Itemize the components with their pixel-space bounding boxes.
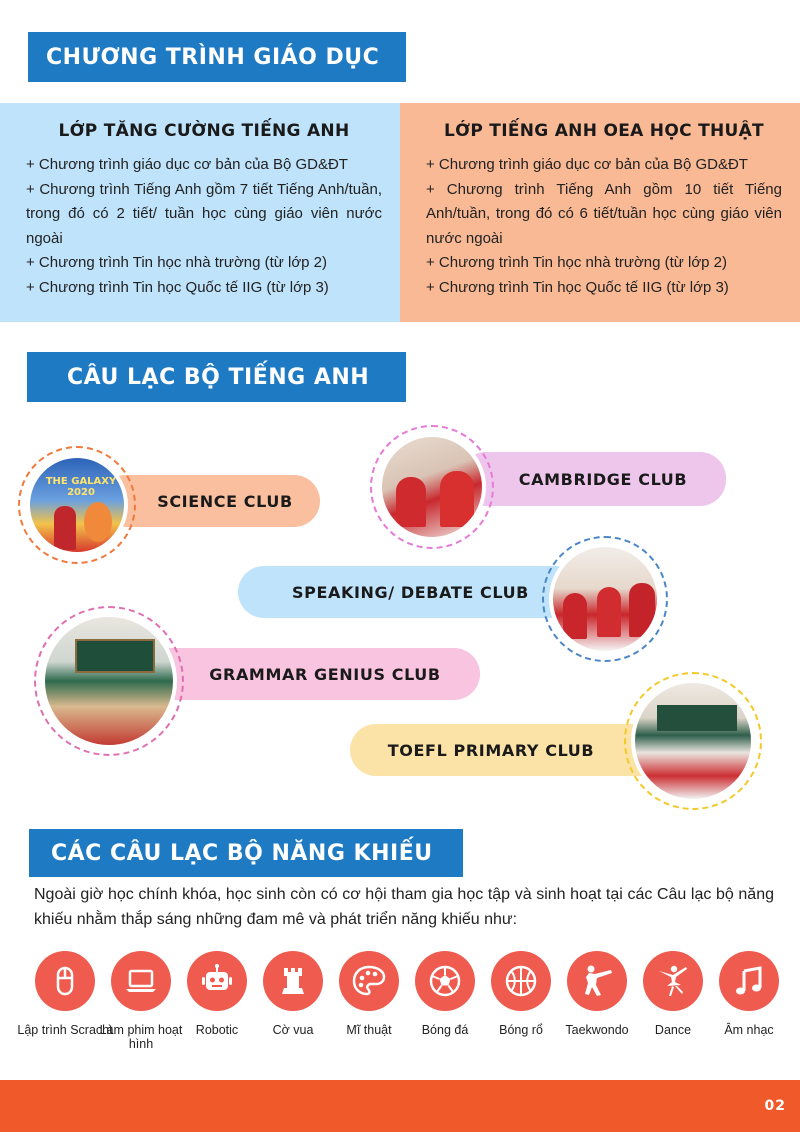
martial-arts-icon (577, 961, 617, 1001)
talent-label: Taekwondo (565, 1023, 629, 1037)
education-program-banner (28, 32, 406, 82)
talent-icon-circle (35, 951, 95, 1011)
talent-label: Làm phim hoạt hình (99, 1023, 183, 1051)
program-column-enhanced-english (0, 103, 400, 322)
footer-bar (0, 1080, 800, 1132)
talent-label: Mĩ thuật (346, 1023, 392, 1037)
talent-item (99, 951, 183, 1051)
photo-figure (84, 502, 112, 542)
talent-icon-circle (415, 951, 475, 1011)
talent-icon-circle (187, 951, 247, 1011)
club-photo-grammar-genius (41, 613, 177, 749)
club-photo-toefl-primary (631, 679, 755, 803)
photo-figure (629, 583, 655, 637)
talent-label: Cờ vua (272, 1023, 314, 1037)
talent-label: Bóng đá (421, 1023, 469, 1037)
soccer-ball-icon (426, 962, 464, 1000)
club-photo-speaking-debate (549, 543, 661, 655)
program-line: + Chương trình Tin học Quốc tế IIG (từ lớp 3) (26, 278, 329, 296)
ballet-dancer-icon (653, 961, 693, 1001)
club-photo-science (26, 454, 128, 556)
talent-icon-circle (719, 951, 779, 1011)
talent-icon-circle (567, 951, 627, 1011)
talent-icon-circle (339, 951, 399, 1011)
talent-item (17, 951, 113, 1037)
program-line: + Chương trình Tin học nhà trường (từ lớp 2) (426, 254, 728, 271)
talent-clubs-banner (29, 829, 463, 877)
program-line: + Chương trình Tiếng Anh gồm 7 tiết Tiếng Anh/tuần, trong đó có 2 tiết/ tuần học cùng giáo viên nước ngoài (26, 180, 382, 247)
laptop-icon (122, 963, 160, 999)
photo-figure (396, 477, 426, 527)
club-name: TOEFL PRIMARY CLUB (387, 740, 595, 760)
photo-board (657, 705, 737, 731)
club-photo-caption: THE GALAXY 2020 (45, 476, 117, 498)
talent-icon-circle (111, 951, 171, 1011)
program-line: + Chương trình Tiếng Anh gồm 10 tiết Tiếng Anh/tuần, trong đó có 6 tiết/tuần học cùng giáo viên nước ngoài (426, 180, 782, 247)
talent-label: Dance (654, 1023, 692, 1037)
program-column-oea-academic (400, 103, 800, 322)
photo-figure (54, 506, 76, 550)
page-number: 02 (764, 1098, 786, 1114)
talent-label: Bóng rổ (499, 1023, 543, 1037)
club-name: CAMBRIDGE CLUB (518, 469, 688, 489)
club-name: SCIENCE CLUB (157, 491, 293, 511)
talent-label: Âm nhạc (724, 1023, 774, 1037)
talent-label: Lập trình Scracht (17, 1023, 113, 1037)
talent-intro-text: Ngoài giờ học chính khóa, học sinh còn có cơ hội tham gia học tập và sinh hoạt tại các Câu lạc bộ năng khiếu nhằm thắp sáng những đam mê và phát triển năng khiếu như: (34, 886, 774, 928)
talent-item (719, 951, 779, 1037)
robot-icon (198, 962, 236, 1000)
education-program-title: CHƯƠNG TRÌNH GIÁO DỤC (46, 44, 380, 70)
club-pill-cambridge (460, 452, 726, 506)
talent-clubs-title: CÁC CÂU LẠC BỘ NĂNG KHIẾU (51, 840, 433, 866)
basketball-icon (502, 962, 540, 1000)
talent-item (643, 951, 703, 1037)
program-title: LỚP TIẾNG ANH OEA HỌC THUẬT (444, 121, 764, 141)
talent-item (491, 951, 551, 1037)
talent-icon-circle (643, 951, 703, 1011)
photo-figure (563, 593, 587, 639)
talent-item (565, 951, 629, 1037)
talent-item (187, 951, 247, 1037)
club-name: GRAMMAR GENIUS CLUB (209, 664, 441, 684)
photo-figure (597, 587, 621, 637)
talent-label: Robotic (195, 1023, 239, 1037)
program-line: + Chương trình giáo dục cơ bản của Bộ GD&ĐT (426, 156, 748, 173)
talent-item (415, 951, 475, 1037)
chess-rook-icon (275, 962, 311, 1000)
program-line: + Chương trình giáo dục cơ bản của Bộ GD&ĐT (26, 156, 348, 173)
photo-figure (440, 471, 474, 527)
club-pill-speaking-debate (238, 566, 583, 618)
program-line: + Chương trình Tin học Quốc tế IIG (từ lớp 3) (426, 278, 729, 296)
photo-board (75, 639, 155, 673)
talent-item (339, 951, 399, 1037)
club-name: SPEAKING/ DEBATE CLUB (292, 582, 529, 602)
program-line: + Chương trình Tin học nhà trường (từ lớp 2) (26, 254, 328, 271)
music-note-icon (731, 963, 767, 999)
mouse-icon (47, 963, 83, 999)
talent-icon-circle (491, 951, 551, 1011)
english-clubs-title: CÂU LẠC BỘ TIẾNG ANH (67, 364, 370, 390)
talent-item (263, 951, 323, 1037)
program-title: LỚP TĂNG CƯỜNG TIẾNG ANH (58, 121, 350, 141)
palette-icon (350, 962, 388, 1000)
english-clubs-banner (27, 352, 406, 402)
talent-icon-circle (263, 951, 323, 1011)
club-photo-cambridge (378, 433, 486, 541)
